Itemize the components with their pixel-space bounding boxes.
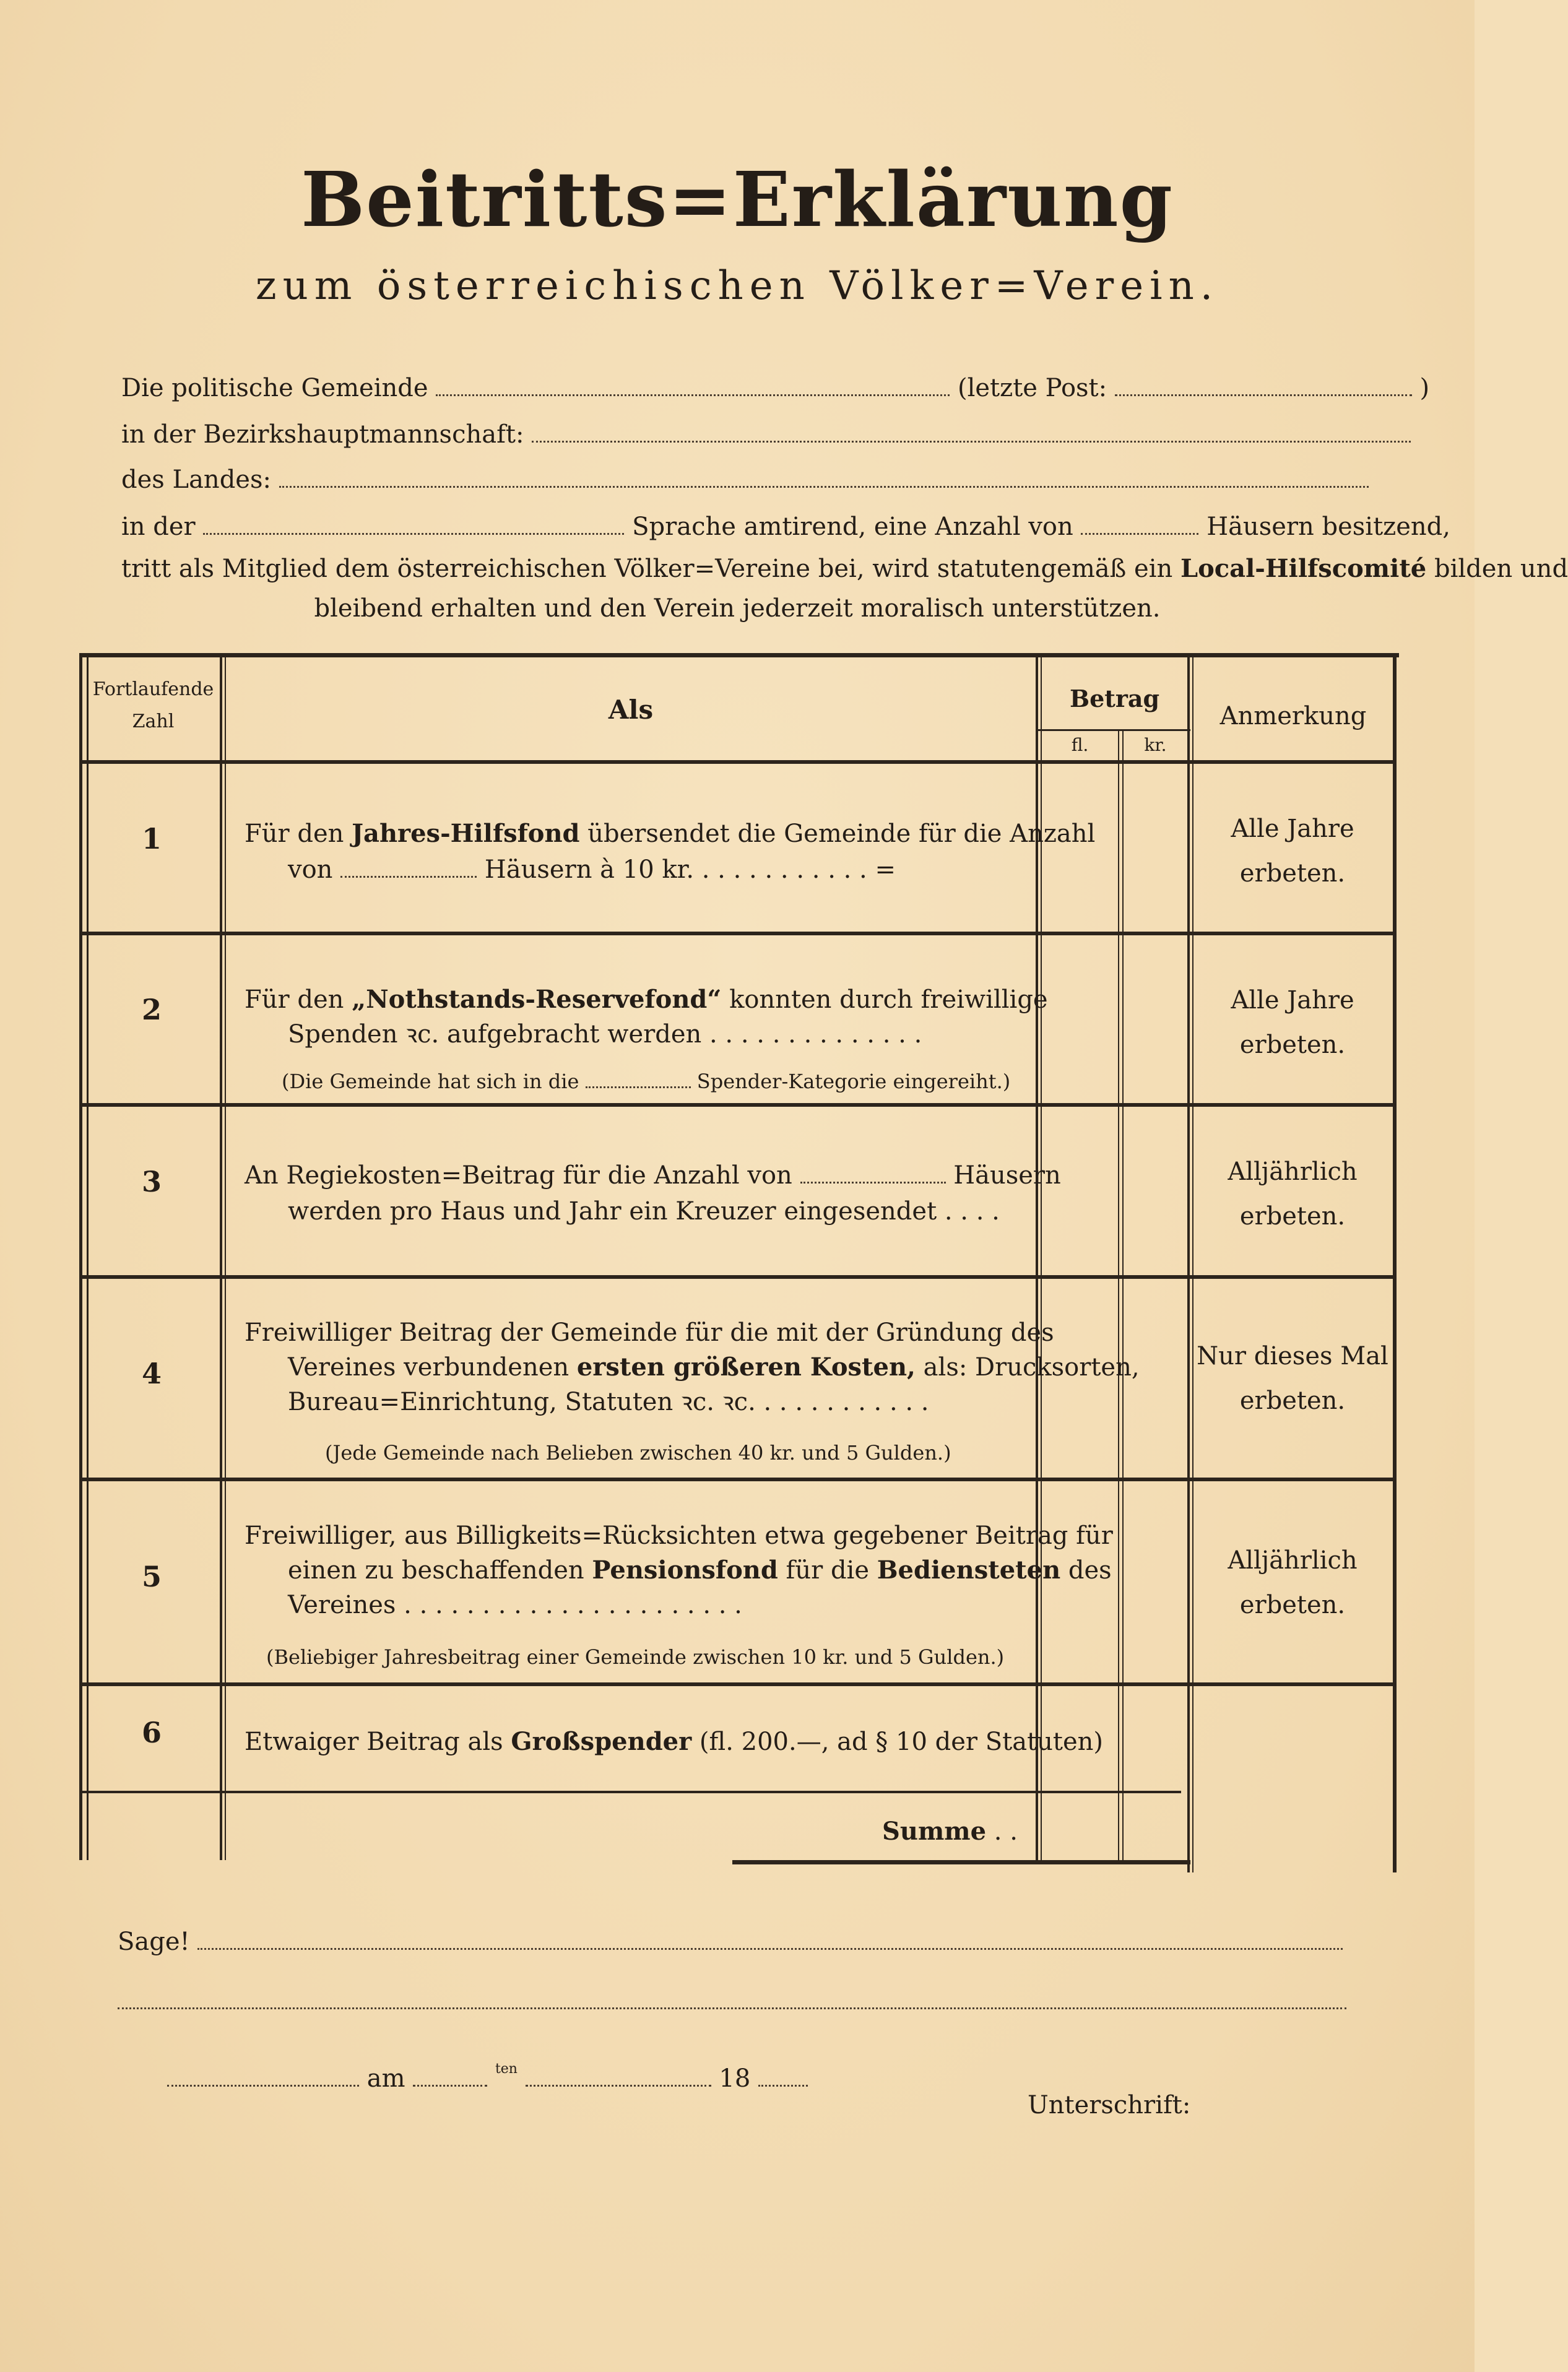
row-5-line1: Freiwilliger, aus Billigkeits=Rücksichten etwa gegebener Beitrag für	[245, 1521, 1113, 1550]
bezirk-field[interactable]	[532, 440, 1411, 443]
row-5-text-c: für die	[786, 1556, 870, 1585]
row-4-note: (Jede Gemeinde nach Belieben zwischen 40 kr. und 5 Gulden.)	[325, 1441, 951, 1465]
table-border-left	[79, 653, 82, 1860]
sage-label: Sage!	[118, 1928, 190, 1956]
row-2-line1	[245, 982, 1048, 1018]
sage-field[interactable]	[197, 1947, 1343, 1950]
col-divider-zahl-2	[225, 657, 226, 1860]
row-separator-5	[82, 1682, 1393, 1686]
row-3-remark-1: Alljährlich	[1228, 1158, 1358, 1186]
row-1-line2	[288, 852, 896, 888]
summe-label: Summe	[882, 1817, 987, 1846]
land-field[interactable]	[279, 485, 1369, 488]
row-separator-header	[82, 760, 1393, 764]
row-4-line3: Bureau=Einrichtung, Statuten ꝛc. ꝛc. . . . . . . . . . . .	[288, 1388, 929, 1416]
gemeinde-field[interactable]	[436, 394, 950, 396]
row-5-text-a: einen zu beschaffenden	[288, 1556, 584, 1585]
header-anmerkung: Anmerkung	[1219, 702, 1367, 730]
header-fl: fl.	[1071, 735, 1089, 755]
row-2-remark-2: erbeten.	[1239, 1031, 1346, 1059]
post-field[interactable]	[1115, 394, 1412, 396]
row-4-number: 4	[141, 1357, 162, 1390]
row-3-text-a: An Regiekosten=Beitrag für die Anzahl von	[245, 1161, 792, 1190]
intro-line-6: bleibend erhalten und den Verein jederzeit moralisch unterstützen.	[314, 594, 1161, 623]
row-1-remark	[1193, 807, 1392, 896]
header-kr: kr.	[1144, 735, 1167, 755]
sage-line-2	[118, 1987, 1346, 2015]
row-2-text-c: konnten durch freiwillige	[729, 985, 1048, 1014]
row-4-text-a: Vereines verbundenen	[288, 1353, 570, 1382]
row-6-line1	[245, 1724, 1103, 1760]
row-5-remark	[1193, 1538, 1392, 1627]
am-label: am	[366, 2064, 405, 2093]
row-5-remark-2: erbeten.	[1239, 1591, 1346, 1619]
row-3-remark-2: erbeten.	[1239, 1202, 1346, 1231]
row-3-haeuser-field[interactable]	[800, 1181, 946, 1184]
row-2-remark	[1193, 978, 1392, 1067]
sprache-field[interactable]	[203, 532, 624, 535]
row-2-number: 2	[141, 993, 162, 1026]
row-5-pensionsfond: Pensionsfond	[592, 1556, 778, 1585]
col-divider-fl-kr-2	[1122, 730, 1124, 1860]
row-3-remark	[1193, 1149, 1392, 1239]
row-5-bediensteten: Bediensteten	[877, 1556, 1061, 1585]
row-separator-1	[82, 932, 1393, 935]
row-4-erste-kosten: ersten größeren Kosten,	[576, 1353, 916, 1382]
header-zahl	[87, 673, 220, 738]
bezirk-label: in der Bezirkshauptmannschaft:	[121, 420, 524, 449]
row-separator-6	[82, 1791, 1181, 1793]
row-2-text-a: Für den	[245, 985, 344, 1014]
intro-line-3	[121, 465, 1369, 494]
header-betrag: Betrag	[1069, 685, 1160, 712]
row-1-haeuser-field[interactable]	[340, 875, 477, 878]
jahr-field[interactable]	[758, 2084, 808, 2087]
header-als: Als	[608, 695, 654, 725]
header-zahl-line2: Zahl	[132, 711, 175, 732]
bilden-text: bilden und	[1434, 555, 1568, 583]
date-line	[167, 2061, 808, 2093]
table-border-right	[1393, 653, 1397, 1872]
row-4-remark-1: Nur dieses Mal	[1197, 1342, 1388, 1370]
haeuser-label: Häusern besitzend,	[1206, 513, 1450, 541]
table-border-left-inner	[87, 653, 89, 1860]
intro-line-4	[121, 513, 1450, 541]
row-1-number: 1	[141, 822, 162, 855]
col-divider-betrag	[1187, 657, 1190, 1872]
row-separator-2	[82, 1103, 1393, 1107]
row-1-jahres-hilfsfond: Jahres-Hilfsfond	[352, 819, 580, 848]
gemeinde-label: Die politische Gemeinde	[121, 374, 428, 402]
row-separator-3	[82, 1275, 1393, 1279]
row-1-line1	[245, 816, 1095, 852]
land-label: des Landes:	[121, 465, 271, 494]
row-6-number: 6	[141, 1716, 162, 1749]
row-5-note: (Beliebiger Jahresbeitrag einer Gemeinde zwischen 10 kr. und 5 Gulden.)	[266, 1645, 1005, 1669]
document-subtitle: zum österreichischen Völker=Verein.	[255, 263, 1219, 309]
intro-line-5	[121, 554, 1568, 583]
row-1-remark-2: erbeten.	[1239, 859, 1346, 888]
row-1-remark-1: Alle Jahre	[1231, 815, 1354, 843]
row-2-note	[282, 1063, 1010, 1099]
row-3-text-b: Häusern	[953, 1161, 1061, 1190]
row-6-text-a: Etwaiger Beitrag als	[245, 1728, 503, 1756]
row-5-remark-1: Alljährlich	[1228, 1546, 1358, 1575]
document-title: Beitritts=Erklärung	[301, 155, 1174, 244]
mitglied-text: tritt als Mitglied dem österreichischen Völker=Vereine bei, wird statutengemäß ein	[121, 555, 1173, 583]
sprache-prefix: in der	[121, 513, 196, 541]
tag-field[interactable]	[413, 2084, 487, 2087]
row-2-note-a: (Die Gemeinde hat sich in die	[282, 1070, 579, 1093]
row-4-line1: Freiwilliger Beitrag der Gemeinde für die mit der Gründung des	[245, 1318, 1054, 1347]
col-divider-fl-kr	[1118, 730, 1119, 1860]
row-separator-4	[82, 1478, 1393, 1481]
row-4-remark-2: erbeten.	[1239, 1387, 1346, 1415]
monat-field[interactable]	[526, 2084, 711, 2087]
row-1-haeuser-text: Häusern à 10 kr. . . . . . . . . . . . =	[484, 855, 896, 884]
signature-label: Unterschrift:	[1028, 2091, 1191, 2119]
row-6-grossspender: Großspender	[511, 1727, 692, 1756]
row-6-text-c: (fl. 200.—, ad § 10 der Statuten)	[699, 1728, 1104, 1756]
ort-field[interactable]	[167, 2084, 359, 2087]
row-5-line3: Vereines . . . . . . . . . . . . . . . . . . . . . .	[288, 1591, 742, 1619]
sage-field-2[interactable]	[118, 2007, 1346, 2009]
row-1-text-c: übersendet die Gemeinde für die Anzahl	[587, 820, 1096, 848]
row-5-line2	[288, 1552, 1112, 1588]
post-label: (letzte Post:	[957, 374, 1107, 402]
row-4-remark	[1193, 1334, 1392, 1423]
summe-row	[882, 1814, 1018, 1850]
sprache-label: Sprache amtirend, eine Anzahl von	[632, 513, 1073, 541]
post-close: )	[1419, 374, 1430, 402]
row-2-kategorie-field[interactable]	[586, 1086, 691, 1088]
row-2-remark-1: Alle Jahre	[1231, 986, 1354, 1015]
row-1-von: von	[288, 855, 333, 884]
row-5-number: 5	[141, 1560, 162, 1593]
intro-line-2	[121, 420, 1411, 449]
row-3-line1	[245, 1158, 1061, 1193]
sage-line	[118, 1928, 1343, 1956]
row-3-line2: werden pro Haus und Jahr ein Kreuzer eingesendet . . . .	[288, 1197, 1000, 1226]
row-1-text-a: Für den	[245, 820, 344, 848]
row-5-text-e: des	[1068, 1556, 1112, 1585]
summe-underline	[732, 1860, 1190, 1864]
row-4-text-c: als: Drucksorten,	[923, 1353, 1140, 1382]
row-2-line2: Spenden ꝛc. aufgebracht werden . . . . . . . . . . . . . .	[288, 1020, 922, 1049]
local-hilfscomite: Local-Hilfscomité	[1180, 554, 1427, 583]
table-border-top	[80, 653, 1399, 657]
header-zahl-line1: Fortlaufende	[92, 678, 214, 700]
row-3-number: 3	[141, 1165, 162, 1198]
year-label: 18	[719, 2064, 751, 2093]
row-2-nothstands-reservefond: „Nothstands-Reservefond“	[352, 985, 722, 1014]
summe-dots: . .	[994, 1817, 1018, 1846]
row-4-line2	[288, 1349, 1140, 1385]
col-divider-zahl	[220, 657, 222, 1860]
haeuser-count-field[interactable]	[1081, 532, 1198, 535]
intro-line-1	[121, 374, 1429, 402]
ten-label: ten	[495, 2061, 518, 2077]
row-2-note-b: Spender-Kategorie eingereiht.)	[696, 1070, 1011, 1093]
